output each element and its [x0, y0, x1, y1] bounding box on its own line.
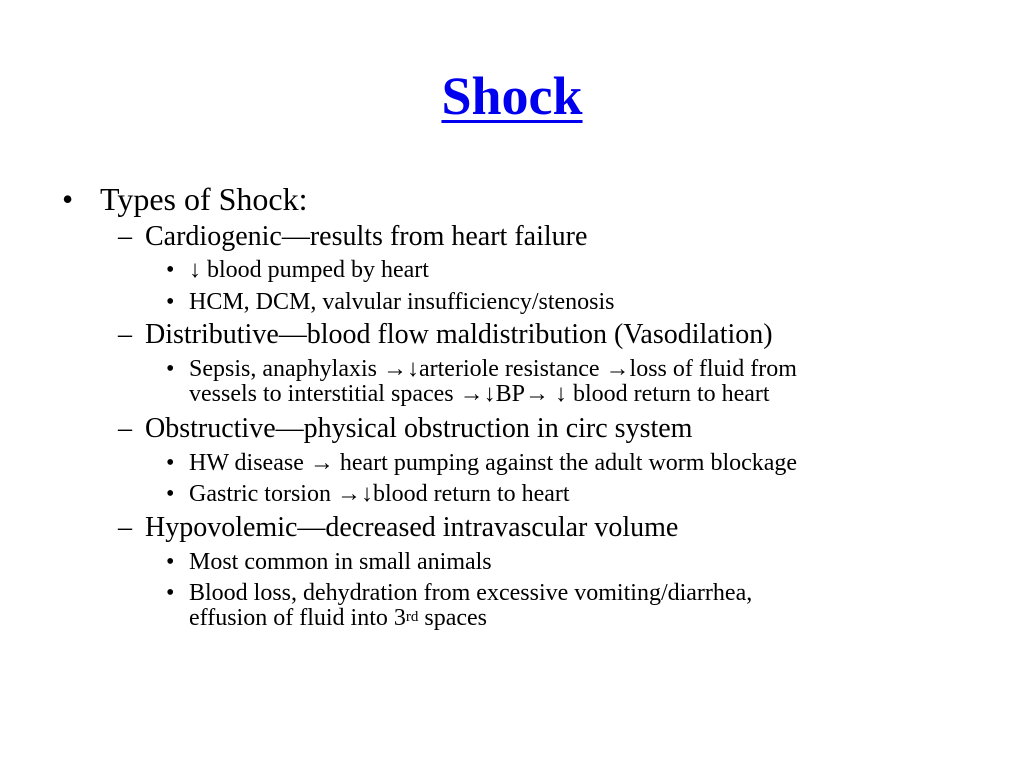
hypovolemic-label: Hypovolemic—decreased intravascular volume [145, 512, 679, 543]
obstructive-item: HW disease → heart pumping against the adult worm blockage [189, 450, 798, 476]
hypovolemic-item: Most common in small animals [189, 549, 492, 575]
obstructive-label: Obstructive—physical obstruction in circ system [145, 413, 693, 444]
hypovolemic-item-line [189, 605, 487, 631]
hypovolemic-item-text: spaces [418, 605, 488, 631]
hypovolemic-item-text: effusion of fluid into 3 [189, 605, 406, 631]
cardiogenic-item: ↓ blood pumped by heart [189, 257, 429, 283]
bullet-dot: • [166, 450, 175, 476]
bullet-dot: • [166, 481, 175, 507]
bullet-dash: – [118, 319, 132, 350]
distributive-label: Distributive—blood flow maldistribution (Vasodilation) [145, 319, 773, 350]
bullet-dot: • [166, 549, 175, 575]
distributive-item-line: vessels to interstitial spaces →↓BP→ ↓ blood return to heart [189, 381, 770, 407]
bullet-dot: • [166, 356, 175, 382]
bullet-dash: – [118, 221, 132, 252]
hypovolemic-item-line: Blood loss, dehydration from excessive vomiting/diarrhea, [189, 580, 753, 606]
bullet-dash: – [118, 512, 132, 543]
bullet-dot: • [166, 289, 175, 315]
cardiogenic-item: HCM, DCM, valvular insufficiency/stenosis [189, 289, 615, 315]
bullet-dot: • [166, 257, 175, 283]
bullet-dot: • [166, 580, 175, 606]
bullet-dot: • [62, 181, 74, 217]
title-link[interactable]: Shock [441, 66, 583, 126]
obstructive-item: Gastric torsion →↓blood return to heart [189, 481, 570, 507]
heading-types-of-shock: Types of Shock: [100, 181, 308, 217]
cardiogenic-label: Cardiogenic—results from heart failure [145, 221, 588, 252]
superscript-rd: rd [405, 609, 419, 625]
bullet-dash: – [118, 413, 132, 444]
distributive-item-line: Sepsis, anaphylaxis →↓arteriole resistance →loss of fluid from [189, 356, 797, 382]
slide-title [0, 62, 1024, 130]
